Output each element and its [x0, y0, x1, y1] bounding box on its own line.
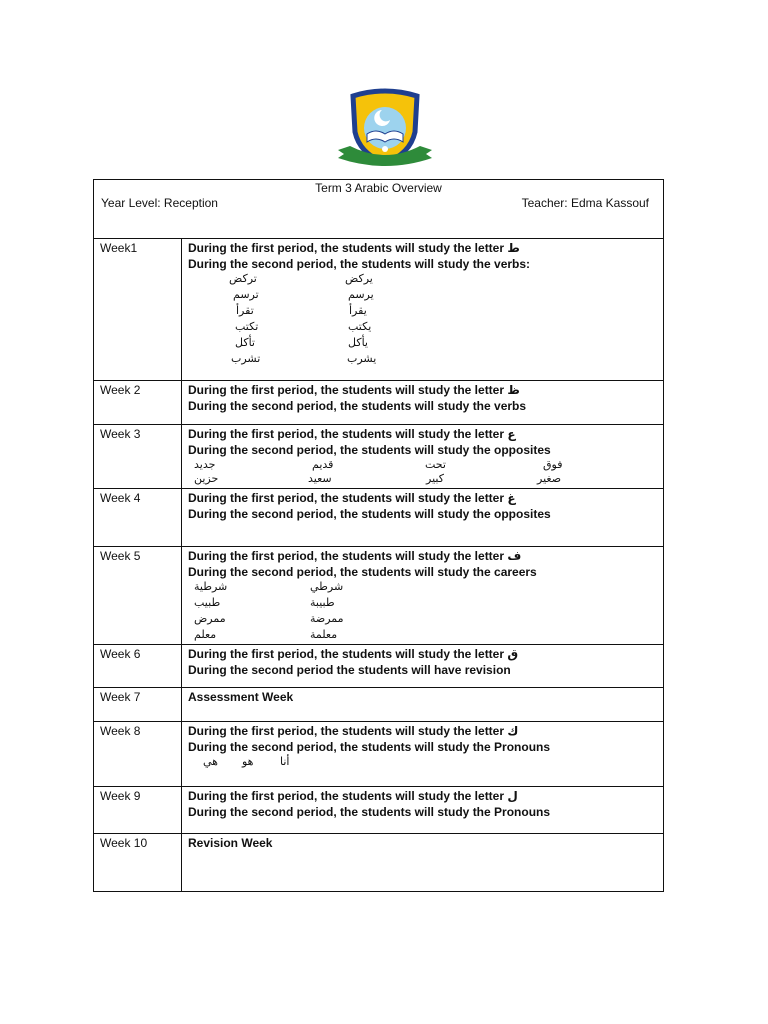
- pronoun-word: أنا: [280, 755, 290, 768]
- table-header: [94, 180, 664, 239]
- plan-line-first-period: Revision Week: [188, 836, 273, 850]
- verb-feminine: تركض: [229, 272, 257, 285]
- opposite-word: صغير: [537, 472, 562, 485]
- table-row: [94, 834, 664, 892]
- opposite-word: تحت: [425, 458, 446, 471]
- week-label: Week 3: [94, 425, 182, 489]
- career-pair: [188, 612, 663, 628]
- table-row: [94, 688, 664, 722]
- school-logo: [336, 88, 434, 168]
- plan-line-second-period: During the second period, the students will study the careers: [188, 565, 537, 579]
- week-plan: [182, 722, 664, 787]
- plan-line-first-period: Assessment Week: [188, 690, 294, 704]
- plan-line-second-period: During the second period, the students will study the verbs: [188, 399, 527, 413]
- week-label: Week 9: [94, 787, 182, 834]
- pronoun-word: هو: [242, 755, 254, 768]
- plan-line-first-period: During the first period, the students will study the letter ق: [188, 647, 519, 661]
- week-label: Week 8: [94, 722, 182, 787]
- plan-line-second-period: During the second period, the students will study the opposites: [188, 443, 551, 457]
- verb-pair: [188, 352, 663, 368]
- verb-feminine: تشرب: [231, 352, 261, 365]
- verb-feminine: تكتب: [235, 320, 259, 333]
- career-word: شرطي: [310, 580, 344, 593]
- verb-masculine: يقرأ: [349, 304, 367, 317]
- plan-line-first-period: During the first period, the students will study the letter ك: [188, 724, 519, 738]
- opposites-row: [188, 472, 663, 486]
- plan-line-first-period: During the first period, the students will study the letter ع: [188, 427, 516, 441]
- career-word: ممرضة: [310, 612, 344, 625]
- plan-line-first-period: During the first period, the students will study the letter ط: [188, 241, 520, 255]
- table-row: [94, 547, 664, 645]
- week-plan: [182, 489, 664, 547]
- week-plan: [182, 645, 664, 688]
- plan-line-first-period: During the first period, the students will study the letter ظ: [188, 383, 520, 397]
- year-level: Year Level: Reception: [101, 196, 218, 210]
- week-label: Week 4: [94, 489, 182, 547]
- week-label: Week 5: [94, 547, 182, 645]
- verb-masculine: يرسم: [348, 288, 374, 301]
- opposite-word: جديد: [194, 458, 216, 471]
- career-word: معلمة: [310, 628, 338, 641]
- verb-masculine: يشرب: [347, 352, 377, 365]
- plan-line-first-period: During the first period, the students will study the letter ف: [188, 549, 522, 563]
- pronouns-row: [188, 755, 663, 771]
- opposite-word: فوق: [543, 458, 563, 471]
- overview-table: [93, 179, 664, 892]
- plan-line-first-period: During the first period, the students will study the letter ل: [188, 789, 518, 803]
- table-row: [94, 645, 664, 688]
- table-row: [94, 239, 664, 381]
- opposites-row: [188, 458, 663, 472]
- week-label: Week 10: [94, 834, 182, 892]
- verb-masculine: يكتب: [348, 320, 372, 333]
- plan-line-second-period: During the second period, the students will study the opposites: [188, 507, 551, 521]
- verb-pair: [188, 336, 663, 352]
- teacher-name: Teacher: Edma Kassouf: [521, 196, 649, 210]
- opposite-word: قديم: [312, 458, 334, 471]
- plan-line-second-period: During the second period, the students will study the Pronouns: [188, 740, 551, 754]
- logo-star-icon: [382, 146, 388, 152]
- week-plan: [182, 688, 664, 722]
- week-plan: [182, 834, 664, 892]
- plan-line-second-period: During the second period, the students will study the verbs:: [188, 257, 531, 271]
- career-pair: [188, 628, 663, 644]
- pronoun-word: هي: [203, 755, 218, 768]
- week-plan: [182, 381, 664, 425]
- week-plan: [182, 239, 664, 381]
- table-row: [94, 425, 664, 489]
- verb-masculine: يركض: [345, 272, 373, 285]
- career-word: ممرض: [194, 612, 226, 625]
- career-pair: [188, 596, 663, 612]
- opposite-word: كبير: [426, 472, 444, 485]
- table-row: [94, 489, 664, 547]
- table-row: [94, 381, 664, 425]
- career-word: معلم: [194, 628, 217, 641]
- table-row: [94, 722, 664, 787]
- verb-feminine: تأكل: [235, 336, 255, 349]
- week-plan: [182, 547, 664, 645]
- week-plan: [182, 425, 664, 489]
- verb-pair: [188, 288, 663, 304]
- opposite-word: حزين: [194, 472, 219, 485]
- plan-line-second-period: During the second period the students will have revision: [188, 663, 511, 677]
- verb-feminine: ترسم: [233, 288, 259, 301]
- page-title: Term 3 Arabic Overview: [315, 181, 442, 195]
- career-pair: [188, 580, 663, 596]
- verb-pair: [188, 320, 663, 336]
- logo-sky: [364, 107, 406, 149]
- week-label: Week1: [94, 239, 182, 381]
- career-word: طبيب: [194, 596, 221, 609]
- plan-line-second-period: During the second period, the students will study the Pronouns: [188, 805, 551, 819]
- week-plan: [182, 787, 664, 834]
- career-word: شرطية: [194, 580, 228, 593]
- verb-pair: [188, 272, 663, 288]
- verb-feminine: تقرأ: [236, 304, 254, 317]
- week-label: Week 6: [94, 645, 182, 688]
- career-word: طبيبة: [310, 596, 335, 609]
- plan-line-first-period: During the first period, the students will study the letter غ: [188, 491, 516, 505]
- week-label: Week 2: [94, 381, 182, 425]
- verb-pair: [188, 304, 663, 320]
- opposite-word: سعيد: [308, 472, 332, 485]
- week-label: Week 7: [94, 688, 182, 722]
- table-row: [94, 787, 664, 834]
- verb-masculine: يأكل: [348, 336, 368, 349]
